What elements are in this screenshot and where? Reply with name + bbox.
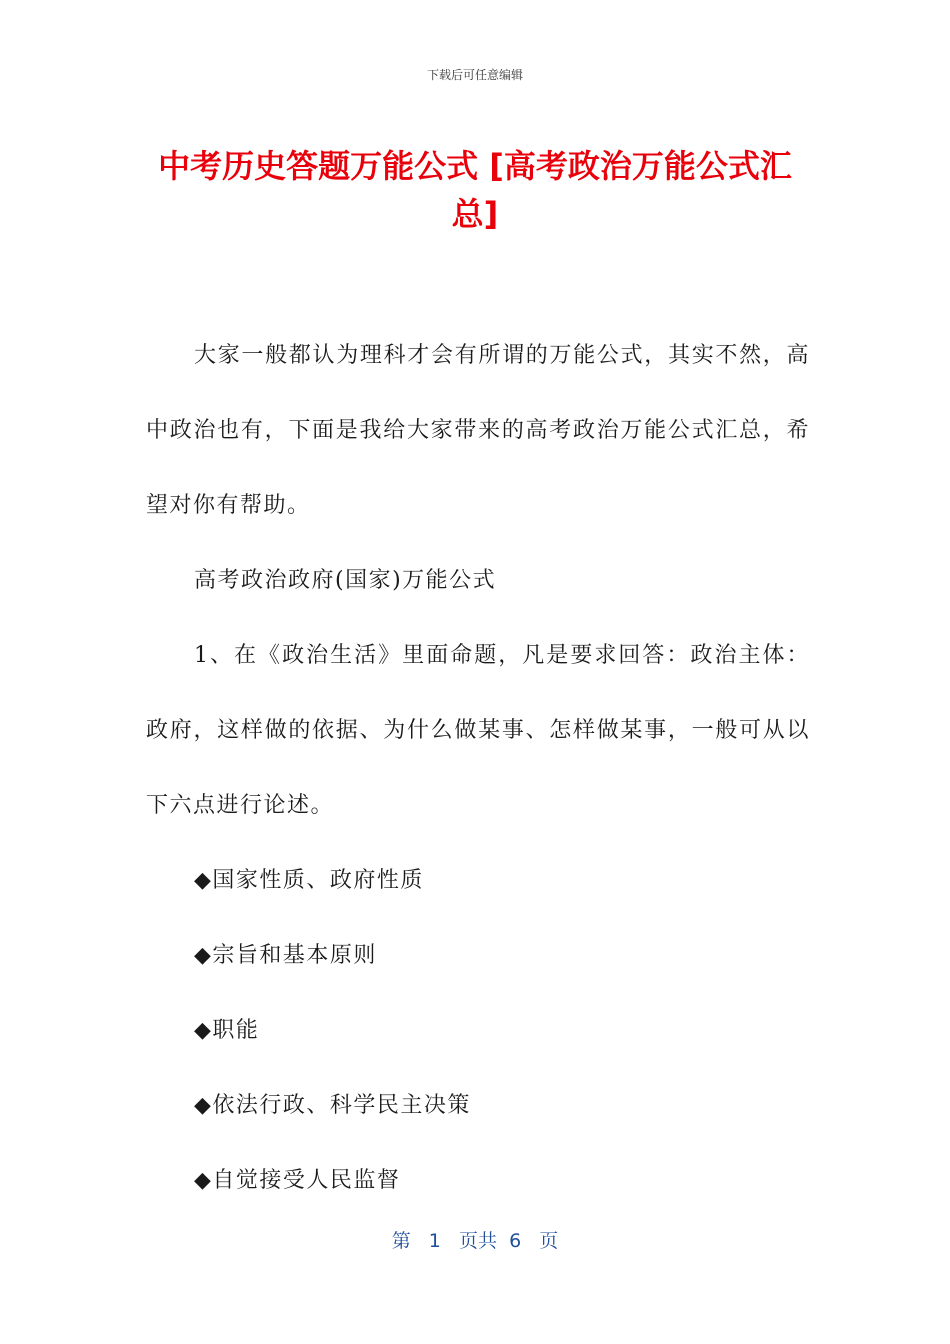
bullet-item: ◆国家性质、政府性质 [194,868,424,893]
document-title: 中考历史答题万能公式 [高考政治万能公式汇总] [158,147,792,233]
header-note: 下载后可任意编辑 [426,68,523,82]
bullet-item: ◆自觉接受人民监督 [194,1168,401,1193]
point-paragraph: 1、在《政治生活》里面命题，凡是要求回答：政治主体：政府，这样做的依据、为什么做某事、怎样做某事，一般可从以下六点进行论述。 [146,643,810,818]
intro-paragraph: 大家一般都认为理科才会有所谓的万能公式，其实不然，高中政治也有，下面是我给大家带来的高考政治万能公式汇总，希望对你有帮助。 [146,343,810,518]
bullet-item: ◆依法行政、科学民主决策 [194,1093,471,1118]
page-number-footer: 第 1 页共 6 页 [391,1230,559,1252]
bullet-item: ◆职能 [194,1018,260,1043]
bullet-item: ◆宗旨和基本原则 [194,943,377,968]
document-body [146,318,810,1218]
section-heading: 高考政治政府(国家)万能公式 [194,568,497,593]
